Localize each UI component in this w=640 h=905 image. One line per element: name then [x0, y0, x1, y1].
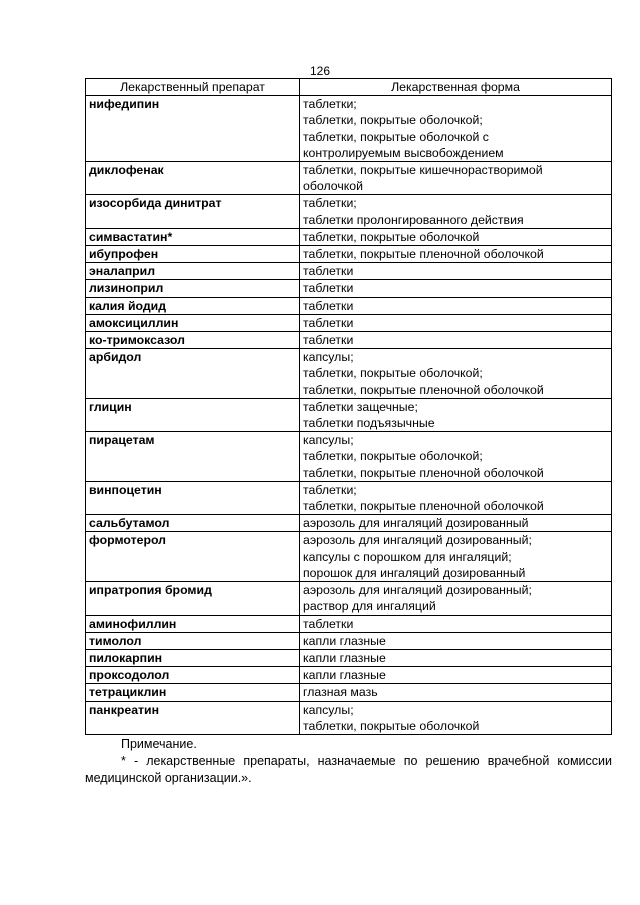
- drug-form-line: таблетки;: [303, 97, 357, 112]
- drug-form-cell: [300, 582, 612, 615]
- table-row: [86, 432, 612, 482]
- table-row: [86, 349, 612, 399]
- drug-form-cell: [300, 162, 612, 195]
- drug-name-cell: диклофенак: [86, 162, 300, 195]
- table-row: [86, 280, 612, 297]
- table-row: [86, 96, 612, 162]
- table-row: [86, 649, 612, 666]
- table-row: [86, 667, 612, 684]
- drug-form-cell: [300, 684, 612, 701]
- drug-form-line: глазная мазь: [303, 685, 378, 700]
- table-row: [86, 684, 612, 701]
- drug-form-line: аэрозоль для ингаляций дозированный;: [303, 583, 532, 598]
- table-row: [86, 615, 612, 632]
- drug-form-cell: [300, 432, 612, 482]
- page-number: 126: [309, 64, 331, 78]
- note-title: Примечание.: [121, 737, 197, 751]
- table-row: [86, 195, 612, 228]
- drug-form-line: таблетки, покрытые оболочкой с: [303, 129, 489, 144]
- drug-form-cell: [300, 228, 612, 245]
- drug-name-cell: панкреатин: [86, 701, 300, 734]
- table-row: [86, 246, 612, 263]
- table-row: [86, 515, 612, 532]
- drug-form-line: таблетки: [303, 264, 354, 279]
- drug-form-line: таблетки;: [303, 196, 357, 211]
- drug-name-cell: тимолол: [86, 632, 300, 649]
- table-row: [86, 632, 612, 649]
- drug-name-cell: амоксициллин: [86, 314, 300, 331]
- drug-table: [85, 78, 612, 735]
- table-row: [86, 701, 612, 734]
- drug-form-line: таблетки, покрытые пленочной оболочкой: [303, 382, 544, 397]
- drug-form-line: таблетки, покрытые оболочкой;: [303, 449, 483, 464]
- drug-form-line: капсулы;: [303, 350, 354, 365]
- drug-form-line: таблетки, покрытые пленочной оболочкой: [303, 247, 544, 262]
- table-header-row: [86, 79, 612, 96]
- drug-form-line: раствор для ингаляций: [303, 599, 436, 614]
- drug-name-cell: арбидол: [86, 349, 300, 399]
- table-row: [86, 332, 612, 349]
- drug-form-cell: [300, 195, 612, 228]
- drug-form-line: таблетки: [303, 616, 354, 631]
- drug-form-line: таблетки, покрытые оболочкой;: [303, 113, 483, 128]
- drug-form-line: порошок для ингаляций дозированный: [303, 565, 526, 580]
- drug-name-cell: формотерол: [86, 532, 300, 582]
- drug-form-cell: [300, 701, 612, 734]
- drug-form-line: аэрозоль для ингаляций дозированный: [303, 516, 529, 531]
- drug-name-cell: пилокарпин: [86, 649, 300, 666]
- drug-name-cell: симвастатин*: [86, 228, 300, 245]
- drug-form-cell: [300, 398, 612, 431]
- table-row: [86, 297, 612, 314]
- drug-form-line: контролируемым высвобождением: [303, 145, 504, 160]
- drug-form-cell: [300, 649, 612, 666]
- table-row: [86, 228, 612, 245]
- drug-form-line: таблетки пролонгированного действия: [303, 212, 524, 227]
- drug-form-line: таблетки подъязычные: [303, 416, 435, 431]
- drug-form-cell: [300, 615, 612, 632]
- drug-form-line: таблетки, покрытые пленочной оболочкой: [303, 465, 544, 480]
- table-row: [86, 398, 612, 431]
- drug-form-cell: [300, 246, 612, 263]
- drug-name-cell: винпоцетин: [86, 481, 300, 514]
- table-row: [86, 582, 612, 615]
- drug-name-cell: ибупрофен: [86, 246, 300, 263]
- drug-form-cell: [300, 667, 612, 684]
- header-form: Лекарственная форма: [300, 79, 612, 96]
- drug-form-cell: [300, 632, 612, 649]
- drug-form-line: капсулы;: [303, 433, 354, 448]
- drug-form-line: таблетки, покрытые оболочкой: [303, 718, 480, 733]
- drug-name-cell: аминофиллин: [86, 615, 300, 632]
- drug-form-line: аэрозоль для ингаляций дозированный;: [303, 533, 532, 548]
- drug-form-line: таблетки: [303, 298, 354, 313]
- drug-form-cell: [300, 96, 612, 162]
- drug-form-cell: [300, 314, 612, 331]
- drug-name-cell: изосорбида динитрат: [86, 195, 300, 228]
- table-body: [86, 96, 612, 735]
- drug-form-line: таблетки: [303, 315, 354, 330]
- drug-form-line: таблетки, покрытые оболочкой: [303, 229, 480, 244]
- drug-form-line: капли глазные: [303, 650, 386, 665]
- drug-form-cell: [300, 332, 612, 349]
- drug-form-cell: [300, 349, 612, 399]
- table-row: [86, 162, 612, 195]
- drug-form-line: таблетки: [303, 281, 354, 296]
- drug-name-cell: тетрациклин: [86, 684, 300, 701]
- drug-form-line: капсулы;: [303, 702, 354, 717]
- drug-name-cell: сальбутамол: [86, 515, 300, 532]
- table-row: [86, 481, 612, 514]
- drug-name-cell: эналаприл: [86, 263, 300, 280]
- drug-form-cell: [300, 481, 612, 514]
- header-drug: Лекарственный препарат: [86, 79, 300, 96]
- drug-name-cell: лизиноприл: [86, 280, 300, 297]
- drug-form-line: капсулы с порошком для ингаляций;: [303, 549, 512, 564]
- table-row: [86, 314, 612, 331]
- table-row: [86, 263, 612, 280]
- note: [85, 736, 612, 787]
- drug-form-line: капли глазные: [303, 633, 386, 648]
- drug-name-cell: ко-тримоксазол: [86, 332, 300, 349]
- drug-name-cell: пирацетам: [86, 432, 300, 482]
- drug-form-line: капли глазные: [303, 668, 386, 683]
- drug-form-line: таблетки, покрытые пленочной оболочкой: [303, 499, 544, 514]
- drug-form-cell: [300, 280, 612, 297]
- drug-name-cell: ипратропия бромид: [86, 582, 300, 615]
- note-text: * - лекарственные препараты, назначаемые по решению врачебной комиссии медицинской организации.».: [85, 754, 612, 785]
- drug-name-cell: проксодолол: [86, 667, 300, 684]
- drug-form-line: таблетки, покрытые кишечнорастворимой: [303, 163, 543, 178]
- drug-form-cell: [300, 263, 612, 280]
- drug-form-line: таблетки защечные;: [303, 399, 418, 414]
- drug-form-cell: [300, 532, 612, 582]
- drug-form-line: таблетки: [303, 333, 354, 348]
- drug-form-line: оболочкой: [303, 179, 363, 194]
- drug-form-line: таблетки;: [303, 482, 357, 497]
- drug-form-line: таблетки, покрытые оболочкой;: [303, 366, 483, 381]
- drug-form-cell: [300, 297, 612, 314]
- drug-name-cell: нифедипин: [86, 96, 300, 162]
- table-row: [86, 532, 612, 582]
- drug-name-cell: калия йодид: [86, 297, 300, 314]
- drug-name-cell: глицин: [86, 398, 300, 431]
- drug-form-cell: [300, 515, 612, 532]
